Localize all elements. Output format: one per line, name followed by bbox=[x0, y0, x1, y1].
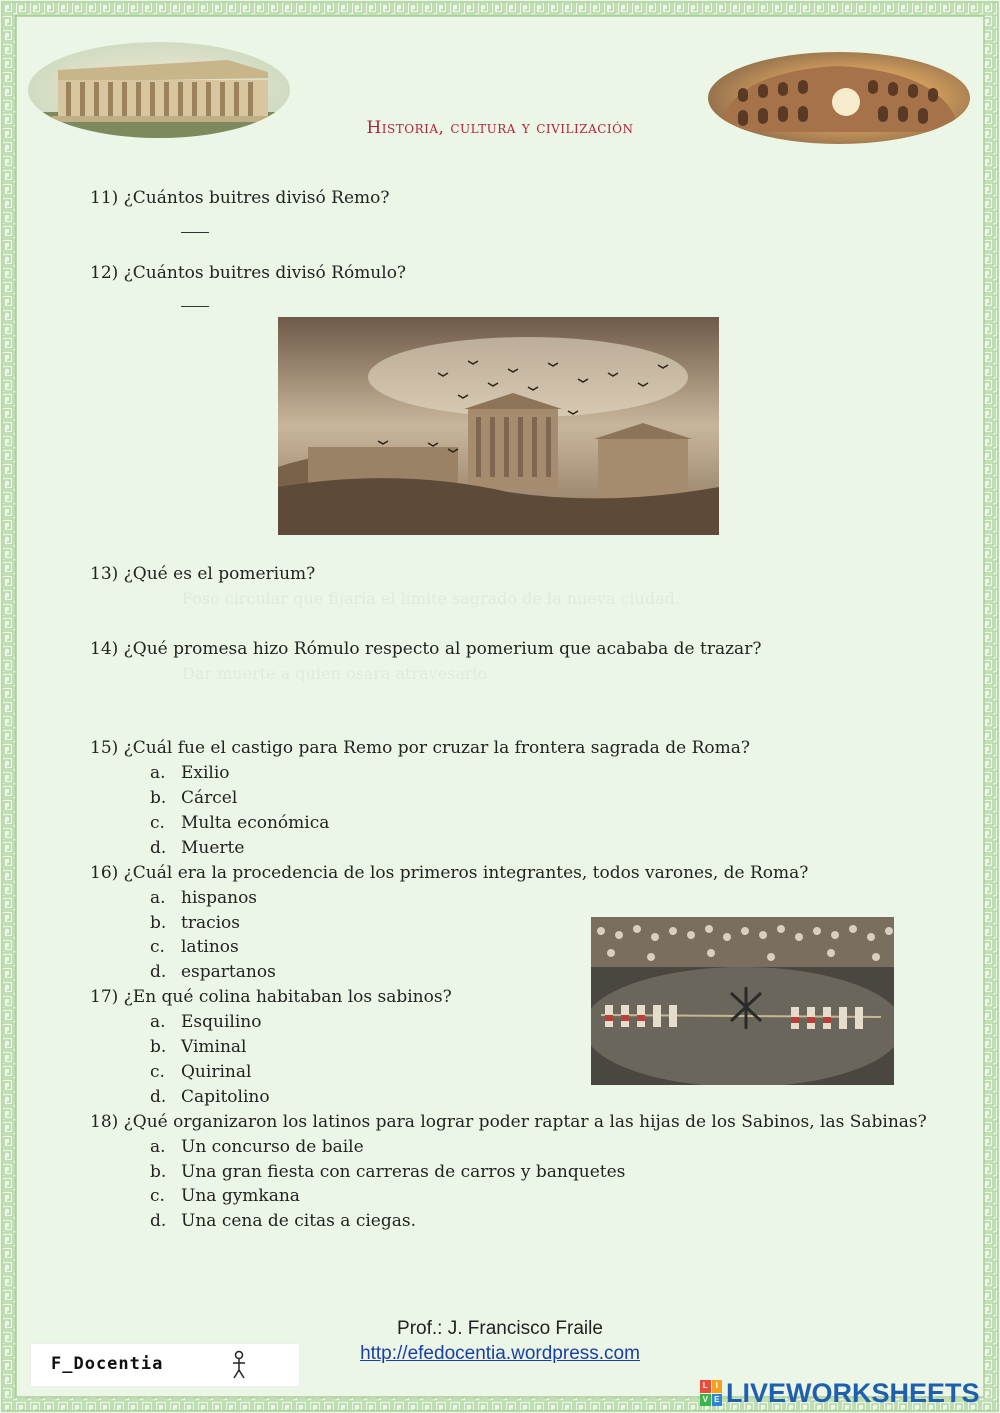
option-letter: b. bbox=[150, 1037, 167, 1057]
option-text: espartanos bbox=[181, 962, 276, 982]
liveworksheets-badge-icon bbox=[700, 1380, 722, 1406]
option-text: Un concurso de baile bbox=[181, 1137, 364, 1157]
option-letter: c. bbox=[150, 937, 165, 957]
badge-letter: L bbox=[700, 1380, 711, 1393]
colosseum-illustration bbox=[708, 52, 970, 144]
option-letter: a. bbox=[150, 888, 166, 908]
blog-link[interactable]: http://efedocentia.wordpress.com bbox=[360, 1343, 640, 1364]
option-letter: d. bbox=[150, 1087, 167, 1107]
option-text: Capitolino bbox=[181, 1087, 270, 1107]
badge-letter: I bbox=[712, 1380, 723, 1393]
tug-of-war-illustration bbox=[591, 917, 894, 1085]
option-text: Cárcel bbox=[181, 788, 238, 808]
badge-letter: V bbox=[700, 1394, 711, 1407]
logo-text: F_Docentia bbox=[51, 1354, 164, 1374]
option-letter: c. bbox=[150, 1186, 165, 1206]
vultures-over-rome-image bbox=[278, 317, 719, 535]
question-14: 14) ¿Qué promesa hizo Rómulo respecto al pomerium que acababa de trazar? bbox=[90, 639, 762, 659]
tug-of-war-image bbox=[591, 917, 894, 1085]
option-letter: d. bbox=[150, 962, 167, 982]
question-15: 15) ¿Cuál fue el castigo para Remo por cruzar la frontera sagrada de Roma? bbox=[90, 738, 750, 758]
liveworksheets-text: LIVEWORKSHEETS bbox=[726, 1377, 980, 1408]
option-letter: a. bbox=[150, 1137, 166, 1157]
question-16: 16) ¿Cuál era la procedencia de los primeros integrantes, todos varones, de Roma? bbox=[90, 863, 809, 883]
question-13: 13) ¿Qué es el pomerium? bbox=[90, 564, 316, 584]
colosseum-image bbox=[708, 52, 970, 144]
option-letter: b. bbox=[150, 788, 167, 808]
author-name: Prof.: J. Francisco Fraile bbox=[397, 1318, 603, 1339]
badge-letter: E bbox=[712, 1394, 723, 1407]
option-letter: a. bbox=[150, 1012, 166, 1032]
option-letter: c. bbox=[150, 813, 165, 833]
option-text: Una cena de citas a ciegas. bbox=[181, 1211, 416, 1231]
option-letter: d. bbox=[150, 838, 167, 858]
option-letter: b. bbox=[150, 913, 167, 933]
figure-icon bbox=[229, 1350, 249, 1380]
option-text: Quirinal bbox=[181, 1062, 252, 1082]
vultures-over-rome-illustration bbox=[278, 317, 719, 535]
answer-14[interactable]: Dar muerte a quien osara atravesarlo bbox=[182, 664, 488, 683]
option-text: tracios bbox=[181, 913, 241, 933]
option-text: Multa económica bbox=[181, 813, 330, 833]
option-text: hispanos bbox=[181, 888, 258, 908]
liveworksheets-brand[interactable] bbox=[700, 1378, 980, 1408]
f-docentia-logo bbox=[30, 1343, 300, 1387]
option-text: Esquilino bbox=[181, 1012, 262, 1032]
option-text: Una gran fiesta con carreras de carros y banquetes bbox=[181, 1162, 626, 1182]
option-text: Una gymkana bbox=[181, 1186, 300, 1206]
question-12: 12) ¿Cuántos buitres divisó Rómulo? bbox=[90, 263, 407, 283]
option-text: latinos bbox=[181, 937, 239, 957]
option-letter: a. bbox=[150, 763, 166, 783]
option-letter: b. bbox=[150, 1162, 167, 1182]
question-18: 18) ¿Qué organizaron los latinos para lograr poder raptar a las hijas de los Sabinos, las Sabinas? bbox=[90, 1112, 927, 1132]
option-letter: d. bbox=[150, 1211, 167, 1231]
temple-illustration bbox=[28, 42, 290, 138]
question-11: 11) ¿Cuántos buitres divisó Remo? bbox=[90, 188, 390, 208]
answer-blank-11[interactable] bbox=[181, 232, 209, 233]
option-text: Viminal bbox=[181, 1037, 247, 1057]
option-letter: c. bbox=[150, 1062, 165, 1082]
page-title: Historia, cultura y civilización bbox=[366, 118, 634, 138]
answer-blank-12[interactable] bbox=[181, 306, 209, 307]
option-text: Muerte bbox=[181, 838, 245, 858]
temple-image bbox=[28, 42, 290, 138]
option-text: Exilio bbox=[181, 763, 230, 783]
question-17: 17) ¿En qué colina habitaban los sabinos? bbox=[90, 987, 452, 1007]
answer-13[interactable]: Foso circular que fijaría el límite sagrado de la nueva ciudad. bbox=[182, 589, 680, 608]
